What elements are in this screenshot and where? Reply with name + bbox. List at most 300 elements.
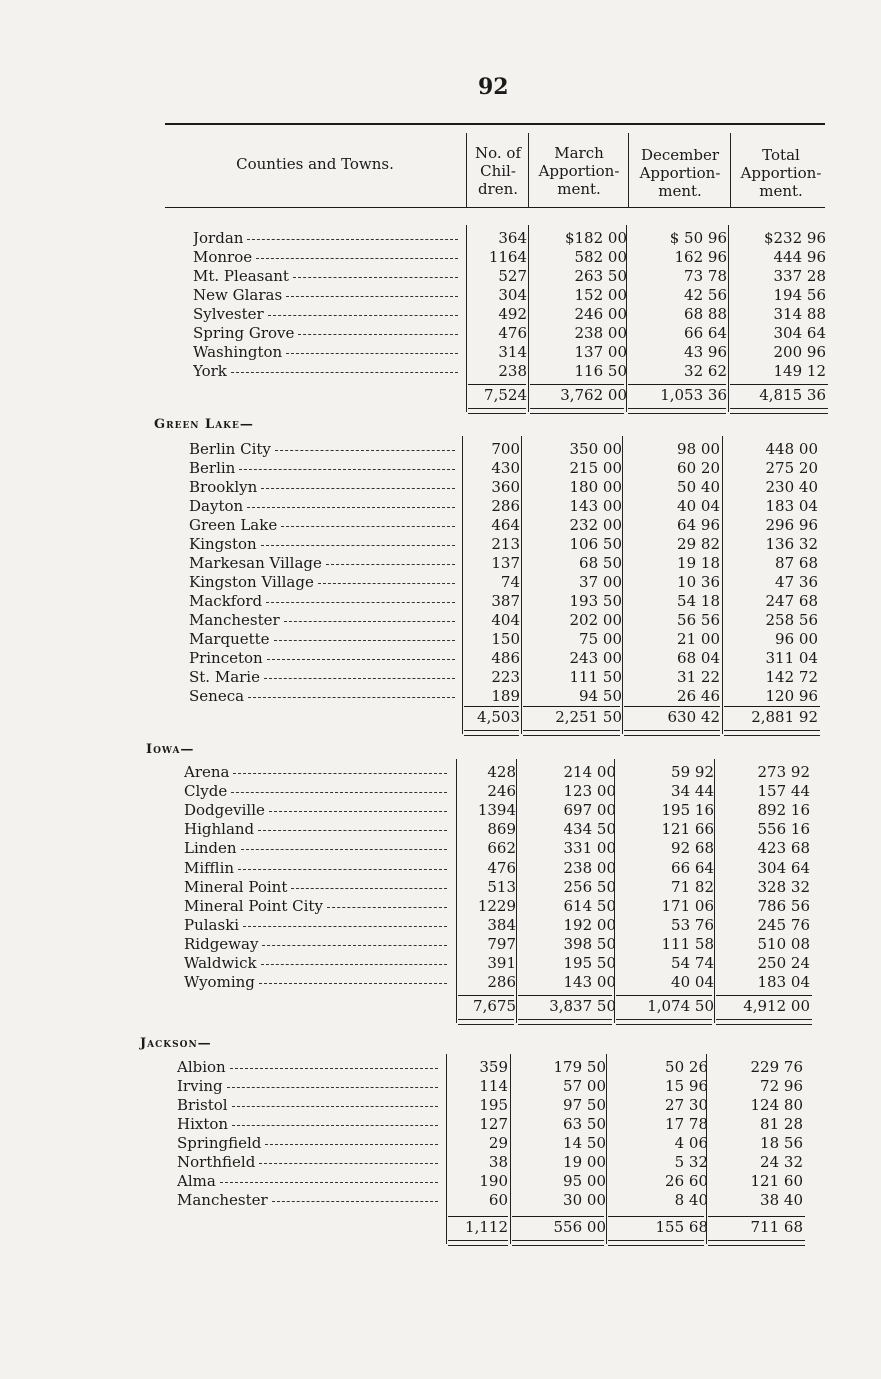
cell-december: 5 32 [674,1153,708,1171]
cell-children: 476 [498,324,527,342]
cell-march: 95 00 [563,1172,606,1190]
totals-double-rule [730,408,828,414]
total-total: 4,815 36 [759,386,826,404]
town-name-text: Markesan Village [189,554,322,572]
cell-march: 614 50 [563,897,616,915]
cell-total: 337 28 [773,267,826,285]
town-name-text: Green Lake [189,516,278,534]
leader-dots [239,469,455,470]
cell-december: 68 88 [684,305,727,323]
leader-dots [274,640,455,641]
table-row [0,267,881,286]
cell-december: $ 50 96 [669,229,727,247]
town-name [193,343,462,362]
cell-children: 364 [498,229,527,247]
table-row [0,1153,881,1172]
cell-children: 476 [487,859,516,877]
leader-dots [258,830,447,831]
town-name-text: Highland [184,820,255,838]
cell-march: 582 00 [574,248,627,266]
leader-dots [269,811,447,812]
totals-rule [724,706,820,707]
totals-double-rule [724,730,820,736]
leader-dots [267,659,455,660]
cell-children: 304 [498,286,527,304]
leader-dots [232,1125,438,1126]
table-row [0,839,881,858]
town-name-text: Wyoming [184,973,255,991]
town-name-text: Dodgeville [184,801,265,819]
leader-dots [247,239,458,240]
leader-dots [248,697,455,698]
cell-december: 29 82 [677,535,720,553]
cell-children: 1394 [477,801,516,819]
town-name [189,611,459,630]
cell-total: 149 12 [773,362,826,380]
table-row [0,440,881,459]
header-december-line2: Apportion- [639,164,721,182]
cell-march: 238 00 [563,859,616,877]
page-number: 92 [478,74,509,100]
town-name [189,497,459,516]
town-name [184,763,451,782]
town-name-text: Manchester [189,611,280,629]
cell-march: 192 00 [563,916,616,934]
town-name-text: Mackford [189,592,263,610]
town-name [193,324,462,343]
town-name-text: Seneca [189,687,245,705]
cell-children: 527 [498,267,527,285]
leader-dots [298,334,458,335]
cell-march: 697 00 [563,801,616,819]
cell-december: 26 60 [665,1172,708,1190]
town-name [189,687,459,706]
town-name [184,973,451,992]
cell-total: 81 28 [760,1115,803,1133]
cell-children: 190 [479,1172,508,1190]
table-row [0,324,881,343]
cell-december: 17 78 [665,1115,708,1133]
table-row [0,362,881,381]
town-name [189,649,459,668]
cell-december: 31 22 [677,668,720,686]
cell-children: 127 [479,1115,508,1133]
cell-total: $232 96 [763,229,826,247]
cell-december: 71 82 [671,878,714,896]
cell-december: 60 20 [677,459,720,477]
cell-march: 30 00 [563,1191,606,1209]
table-row [0,630,881,649]
town-name [177,1134,442,1153]
cell-children: 29 [488,1134,508,1152]
total-march: 3,837 50 [549,997,616,1015]
cell-children: 869 [487,820,516,838]
town-name [177,1172,442,1191]
totals-double-rule [468,408,526,414]
town-name [193,267,462,286]
leader-dots [220,1182,438,1183]
table-row [0,897,881,916]
cell-december: 56 56 [677,611,720,629]
town-name-text: Dayton [189,497,244,515]
total-december: 630 42 [667,708,720,726]
cell-march: 180 00 [569,478,622,496]
totals-rule [628,384,726,385]
leader-dots [259,983,447,984]
total-march: 556 00 [553,1218,606,1236]
cell-children: 360 [491,478,520,496]
town-name [193,305,462,324]
cell-december: 43 96 [684,343,727,361]
header-divider-4 [730,133,731,208]
total-children: 7,675 [473,997,516,1015]
table-row [0,1134,881,1153]
totals-double-rule [458,1019,514,1025]
cell-children: 60 [488,1191,508,1209]
cell-total: 47 36 [775,573,818,591]
cell-total: 200 96 [773,343,826,361]
table-row [0,286,881,305]
cell-total: 304 64 [773,324,826,342]
town-name [189,516,459,535]
leader-dots [261,964,447,965]
town-name [177,1096,442,1115]
town-name [193,229,462,248]
cell-total: 87 68 [775,554,818,572]
header-counties: Counties and Towns. [236,155,394,173]
town-name-text: Northfield [177,1153,256,1171]
town-name-text: Monroe [193,248,253,266]
town-name [193,248,462,267]
table-row [0,1096,881,1115]
totals-row [0,708,881,727]
totals-double-rule [616,1019,712,1025]
town-name-text: Berlin City [189,440,271,458]
town-name-text: Mineral Point City [184,897,323,915]
header-december [630,146,730,200]
totals-rule [464,706,519,707]
leader-dots [275,450,455,451]
leader-dots [227,1087,438,1088]
town-name [177,1077,442,1096]
town-name-text: Kingston [189,535,257,553]
cell-march: 106 50 [569,535,622,553]
cell-march: 94 50 [579,687,622,705]
cell-march: 143 00 [563,973,616,991]
cell-children: 428 [487,763,516,781]
totals-rule [518,995,612,996]
cell-total: 38 40 [760,1191,803,1209]
totals-double-rule [448,1240,508,1246]
cell-december: 50 40 [677,478,720,496]
totals-row [0,1218,881,1237]
cell-march: 63 50 [563,1115,606,1133]
town-name-text: Alma [177,1172,216,1190]
totals-rule [468,384,526,385]
table-row [0,554,881,573]
cell-december: 195 16 [661,801,714,819]
table-row [0,1077,881,1096]
totals-double-rule [518,1019,612,1025]
town-name [189,535,459,554]
totals-rule [448,1216,508,1217]
table-row [0,649,881,668]
cell-march: 68 50 [579,554,622,572]
cell-december: 59 92 [671,763,714,781]
cell-total: 18 56 [760,1134,803,1152]
cell-children: 314 [498,343,527,361]
leader-dots [281,526,455,527]
town-name [184,820,451,839]
town-name [177,1191,442,1210]
cell-march: 14 50 [563,1134,606,1152]
table-row [0,782,881,801]
cell-march: 202 00 [569,611,622,629]
leader-dots [266,602,455,603]
cell-total: 328 32 [757,878,810,896]
cell-children: 387 [491,592,520,610]
total-total: 4,912 00 [743,997,810,1015]
totals-row [0,997,881,1016]
town-name-text: Spring Grove [193,324,295,342]
table-row [0,573,881,592]
cell-december: 19 18 [677,554,720,572]
cell-children: 74 [500,573,520,591]
totals-double-rule [624,730,720,736]
cell-december: 92 68 [671,839,714,857]
table-row [0,592,881,611]
cell-march: 398 50 [563,935,616,953]
cell-children: 286 [491,497,520,515]
totals-rule [624,706,720,707]
table-row [0,305,881,324]
header-bottom-rule [165,207,825,208]
leader-dots [259,1163,438,1164]
town-name-text: Princeton [189,649,263,667]
cell-total: 245 76 [757,916,810,934]
top-rule [165,123,825,125]
leader-dots [231,792,447,793]
table-row [0,801,881,820]
cell-children: 464 [491,516,520,534]
cell-march: 256 50 [563,878,616,896]
cell-december: 68 04 [677,649,720,667]
cell-march: 116 50 [574,362,627,380]
town-name-text: Berlin [189,459,236,477]
leader-dots [318,583,455,584]
town-name-text: Marquette [189,630,270,648]
leader-dots [293,277,458,278]
totals-double-rule [608,1240,704,1246]
cell-december: 121 66 [661,820,714,838]
town-name-text: Mineral Point [184,878,288,896]
cell-march: 243 00 [569,649,622,667]
leader-dots [286,353,458,354]
town-name [189,668,459,687]
leader-dots [286,296,458,297]
town-name [184,859,451,878]
cell-children: 404 [491,611,520,629]
cell-december: 34 44 [671,782,714,800]
cell-children: 238 [498,362,527,380]
cell-december: 54 18 [677,592,720,610]
town-name [184,878,451,897]
cell-december: 10 36 [677,573,720,591]
table-row [0,668,881,687]
town-name-text: St. Marie [189,668,260,686]
total-march: 3,762 00 [560,386,627,404]
town-name-text: York [193,362,227,380]
totals-double-rule [530,408,624,414]
town-name [184,954,451,973]
leader-dots [265,1144,438,1145]
table-row [0,916,881,935]
leader-dots [291,888,447,889]
town-name [184,839,451,858]
town-name [177,1058,442,1077]
leader-dots [268,315,458,316]
town-name-text: Pulaski [184,916,240,934]
cell-total: 120 96 [765,687,818,705]
town-name [189,592,459,611]
header-march-line2: Apportion- [538,162,620,180]
cell-march: 215 00 [569,459,622,477]
cell-children: 359 [479,1058,508,1076]
header-total-line3: ment. [759,182,803,200]
town-name-text: Sylvester [193,305,264,323]
cell-children: 1229 [477,897,516,915]
town-name [184,897,451,916]
town-name-text: Hixton [177,1115,229,1133]
town-name-text: Washington [193,343,283,361]
cell-total: 124 80 [750,1096,803,1114]
cell-children: 486 [491,649,520,667]
table-row [0,687,881,706]
cell-children: 38 [488,1153,508,1171]
table-row [0,229,881,248]
table-row [0,1191,881,1210]
totals-rule [730,384,828,385]
total-march: 2,251 50 [555,708,622,726]
town-name-text: Clyde [184,782,228,800]
total-december: 1,074 50 [647,997,714,1015]
town-name [189,573,459,592]
leader-dots [264,678,455,679]
cell-total: 444 96 [773,248,826,266]
leader-dots [238,869,447,870]
town-name-text: Arena [184,763,230,781]
town-name [193,286,462,305]
total-december: 155 68 [655,1218,708,1236]
section-title: Iowa— [146,742,195,757]
town-name-text: Albion [177,1058,226,1076]
total-december: 1,053 36 [660,386,727,404]
cell-december: 40 04 [677,497,720,515]
cell-total: 275 20 [765,459,818,477]
leader-dots [232,1106,438,1107]
leader-dots [284,621,455,622]
leader-dots [247,507,455,508]
cell-december: 73 78 [684,267,727,285]
cell-march: 232 00 [569,516,622,534]
cell-december: 162 96 [674,248,727,266]
cell-total: 314 88 [773,305,826,323]
town-name [189,459,459,478]
town-name-text: Jordan [193,229,244,247]
cell-total: 510 08 [757,935,810,953]
cell-total: 230 40 [765,478,818,496]
leader-dots [272,1201,438,1202]
cell-december: 32 62 [684,362,727,380]
town-name [177,1153,442,1172]
cell-children: 1164 [488,248,527,266]
header-children-line1: No. of [474,144,521,162]
section-title: Jackson— [140,1036,212,1051]
table-row [0,973,881,992]
town-name-text: Mifflin [184,859,235,877]
town-name [184,801,451,820]
table-row [0,859,881,878]
header-march [530,144,628,198]
cell-children: 492 [498,305,527,323]
cell-december: 15 96 [665,1077,708,1095]
leader-dots [326,564,455,565]
totals-rule [530,384,624,385]
cell-children: 189 [491,687,520,705]
cell-december: 42 56 [684,286,727,304]
cell-total: 194 56 [773,286,826,304]
cell-total: 96 00 [775,630,818,648]
total-total: 2,881 92 [751,708,818,726]
town-name [184,782,451,801]
town-name-text: Brooklyn [189,478,258,496]
leader-dots [241,849,447,850]
cell-total: 157 44 [757,782,810,800]
table-row [0,478,881,497]
cell-children: 195 [479,1096,508,1114]
cell-total: 273 92 [757,763,810,781]
table-row [0,820,881,839]
town-name-text: Linden [184,839,237,857]
cell-march: 111 50 [569,668,622,686]
town-name [193,362,462,381]
cell-total: 121 60 [750,1172,803,1190]
cell-december: 8 40 [674,1191,708,1209]
cell-children: 223 [491,668,520,686]
table-row [0,954,881,973]
leader-dots [327,907,447,908]
totals-double-rule [716,1019,812,1025]
table-row [0,516,881,535]
table-row [0,1115,881,1134]
cell-total: 258 56 [765,611,818,629]
cell-march: 331 00 [563,839,616,857]
cell-march: 143 00 [569,497,622,515]
cell-march: 37 00 [579,573,622,591]
header-december-line1: December [640,146,720,164]
table-row [0,1058,881,1077]
town-name [184,935,451,954]
cell-total: 72 96 [760,1077,803,1095]
cell-march: 123 00 [563,782,616,800]
leader-dots [233,773,447,774]
town-name-text: Mt. Pleasant [193,267,289,285]
cell-march: 97 50 [563,1096,606,1114]
cell-march: 195 50 [563,954,616,972]
table-row [0,611,881,630]
leader-dots [262,945,447,946]
totals-double-rule [464,730,519,736]
